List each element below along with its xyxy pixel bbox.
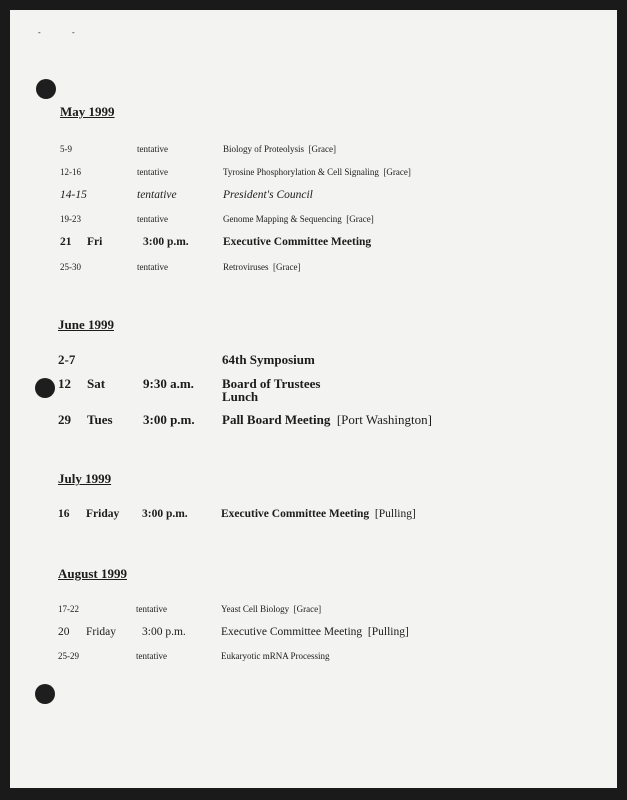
row-dates: 5-9 xyxy=(60,144,72,154)
row-status: tentative xyxy=(137,262,168,272)
punch-hole xyxy=(35,378,55,398)
section-heading-august: August 1999 xyxy=(58,566,127,581)
row-status: tentative xyxy=(136,651,167,661)
row-day: Sat xyxy=(87,376,106,391)
row-day: Friday xyxy=(86,508,120,520)
row-dates: 2-7 xyxy=(58,352,76,367)
row-status: tentative xyxy=(137,167,168,177)
row-status: tentative xyxy=(136,604,167,614)
row-note: [Grace] xyxy=(273,262,301,272)
punch-hole xyxy=(35,684,55,704)
row-dates: 21 xyxy=(60,236,72,248)
section-heading-june: June 1999 xyxy=(58,317,114,332)
row-dates: 25-30 xyxy=(60,262,81,272)
row-status: tentative xyxy=(137,214,168,224)
row-dates: 25-29 xyxy=(58,651,79,661)
row-event: Genome Mapping & Sequencing [Grace] xyxy=(223,214,374,224)
row-event: Retroviruses [Grace] xyxy=(223,262,301,272)
row-day: Friday xyxy=(86,626,117,638)
row-event: Yeast Cell Biology [Grace] xyxy=(221,604,322,614)
corner-mark: - xyxy=(72,28,75,37)
row-event: Biology of Proteolysis [Grace] xyxy=(223,144,336,154)
row-dates: 12-16 xyxy=(60,167,81,177)
row-note: [Grace] xyxy=(293,604,322,614)
row-event: Tyrosine Phosphorylation & Cell Signaling [Grace] xyxy=(223,167,411,177)
row-dates: 17-22 xyxy=(58,604,79,614)
row-event: Executive Committee Meeting [Pulling] xyxy=(221,626,409,638)
row-dates: 12 xyxy=(58,376,71,391)
row-dates: 19-23 xyxy=(60,214,81,224)
row-event-line2: Lunch xyxy=(222,389,259,404)
document-page xyxy=(10,10,617,788)
section-heading-may: May 1999 xyxy=(60,104,115,119)
row-time: 3:00 p.m. xyxy=(143,412,195,427)
row-event: Executive Committee Meeting [Pulling] xyxy=(221,508,416,520)
row-time: 3:00 p.m. xyxy=(142,508,188,520)
row-time: 3:00 p.m. xyxy=(142,626,186,638)
row-day: Fri xyxy=(87,236,103,248)
section-heading-july: July 1999 xyxy=(58,471,112,486)
row-status: tentative xyxy=(137,144,168,154)
row-note: [Port Washington] xyxy=(336,412,432,427)
row-note: [Grace] xyxy=(346,214,374,224)
row-event: Eukaryotic mRNA Processing xyxy=(221,651,330,661)
row-dates: 14-15 xyxy=(60,189,87,201)
row-dates: 20 xyxy=(58,626,70,638)
row-event: Pall Board Meeting [Port Washington] xyxy=(222,412,432,427)
row-status: tentative xyxy=(137,189,177,201)
row-dates: 16 xyxy=(58,508,70,520)
row-event: 64th Symposium xyxy=(222,352,315,367)
row-note: [Grace] xyxy=(383,167,411,177)
row-day: Tues xyxy=(87,412,113,427)
row-time: 3:00 p.m. xyxy=(143,236,189,248)
corner-mark: - xyxy=(38,28,41,37)
row-time: 9:30 a.m. xyxy=(143,376,194,391)
punch-hole xyxy=(36,79,56,99)
row-event: Board of Trustees xyxy=(222,376,321,391)
row-note: [Pulling] xyxy=(367,626,409,638)
row-note: [Grace] xyxy=(308,144,336,154)
row-event: Executive Committee Meeting xyxy=(223,236,372,248)
row-note: [Pulling] xyxy=(374,508,416,520)
row-event: President's Council xyxy=(223,189,313,201)
row-dates: 29 xyxy=(58,412,71,427)
